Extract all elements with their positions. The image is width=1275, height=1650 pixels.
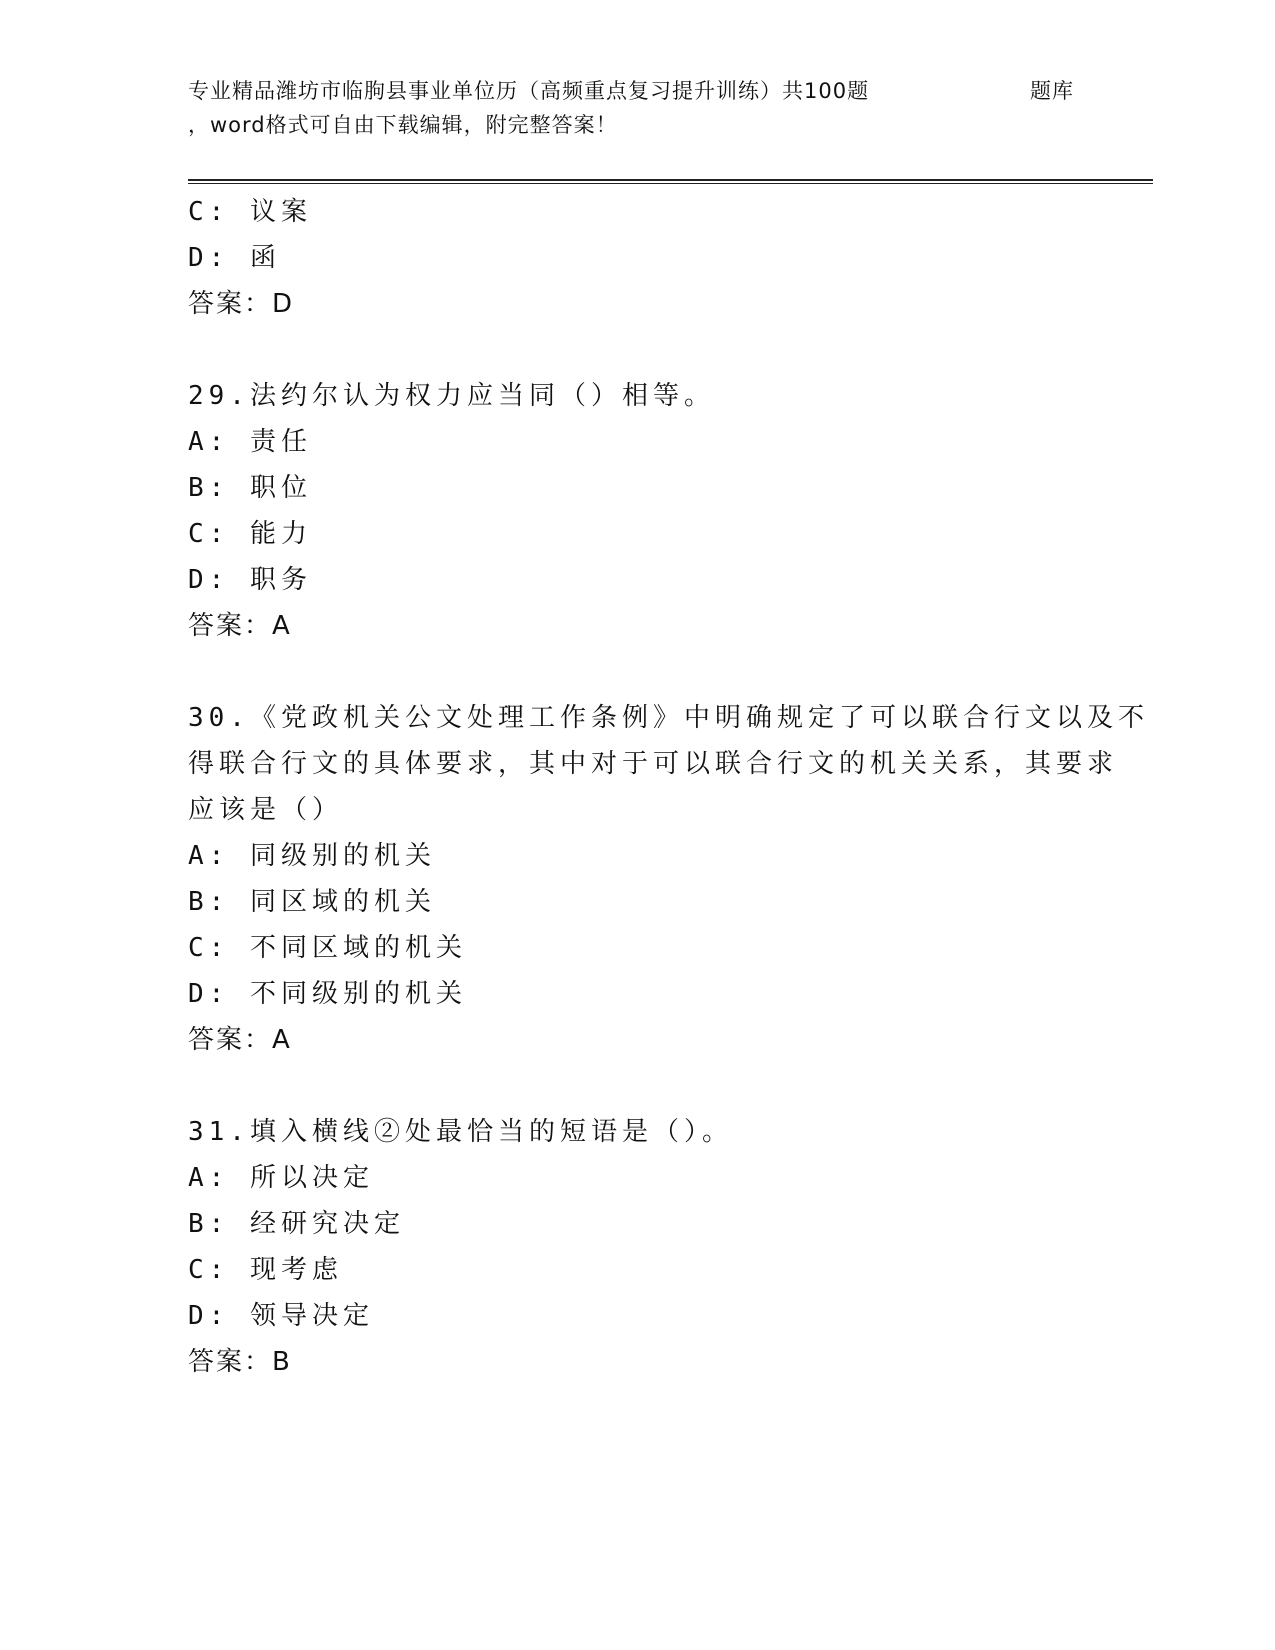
option-c: C: 不同区域的机关 [188, 933, 467, 963]
question-text-line-3: 应该是（） [188, 795, 344, 825]
question-block-30 [188, 695, 1149, 1063]
question-text: 31.填入横线②处最恰当的短语是（）。 [188, 1117, 733, 1147]
question-block-31 [188, 1109, 1088, 1385]
header-subtitle: ，word格式可自由下载编辑，附完整答案！ [188, 113, 618, 137]
question-block-29 [188, 373, 1088, 649]
spacer [188, 327, 1088, 373]
option-d: D: 领导决定 [188, 1301, 374, 1331]
answer-line: 答案：B [188, 1347, 292, 1377]
question-text: 29.法约尔认为权力应当同（）相等。 [188, 381, 715, 411]
header-title: 专业精品潍坊市临朐县事业单位历（高频重点复习提升训练）共100题 [188, 79, 870, 103]
option-a: A: 所以决定 [188, 1163, 374, 1193]
option-d: D: 职务 [188, 565, 312, 595]
question-block-carryover [188, 189, 1088, 327]
header-title-line [188, 74, 1148, 108]
spacer [188, 649, 1088, 695]
question-list [188, 189, 1149, 1385]
option-d: D: 函 [188, 243, 281, 273]
header-title-suffix: 题库 [1030, 79, 1074, 103]
option-b: B: 经研究决定 [188, 1209, 405, 1239]
option-c: C: 能力 [188, 519, 312, 549]
option-c: C: 议案 [188, 197, 312, 227]
question-text-line-1: 30.《党政机关公文处理工作条例》中明确规定了可以联合行文以及不 [188, 703, 1149, 733]
answer-line: 答案：A [188, 611, 292, 641]
option-a: A: 责任 [188, 427, 312, 457]
header-divider-thick [188, 179, 1153, 181]
spacer [188, 1063, 1088, 1109]
page-header [188, 74, 1148, 142]
option-b: B: 同区域的机关 [188, 887, 436, 917]
header-divider-thin [188, 183, 1153, 184]
answer-line: 答案：D [188, 289, 295, 319]
option-c: C: 现考虑 [188, 1255, 343, 1285]
answer-line: 答案：A [188, 1025, 292, 1055]
option-b: B: 职位 [188, 473, 312, 503]
question-text-line-2: 得联合行文的具体要求，其中对于可以联合行文的机关关系，其要求 [188, 749, 1119, 779]
option-a: A: 同级别的机关 [188, 841, 436, 871]
option-d: D: 不同级别的机关 [188, 979, 467, 1009]
